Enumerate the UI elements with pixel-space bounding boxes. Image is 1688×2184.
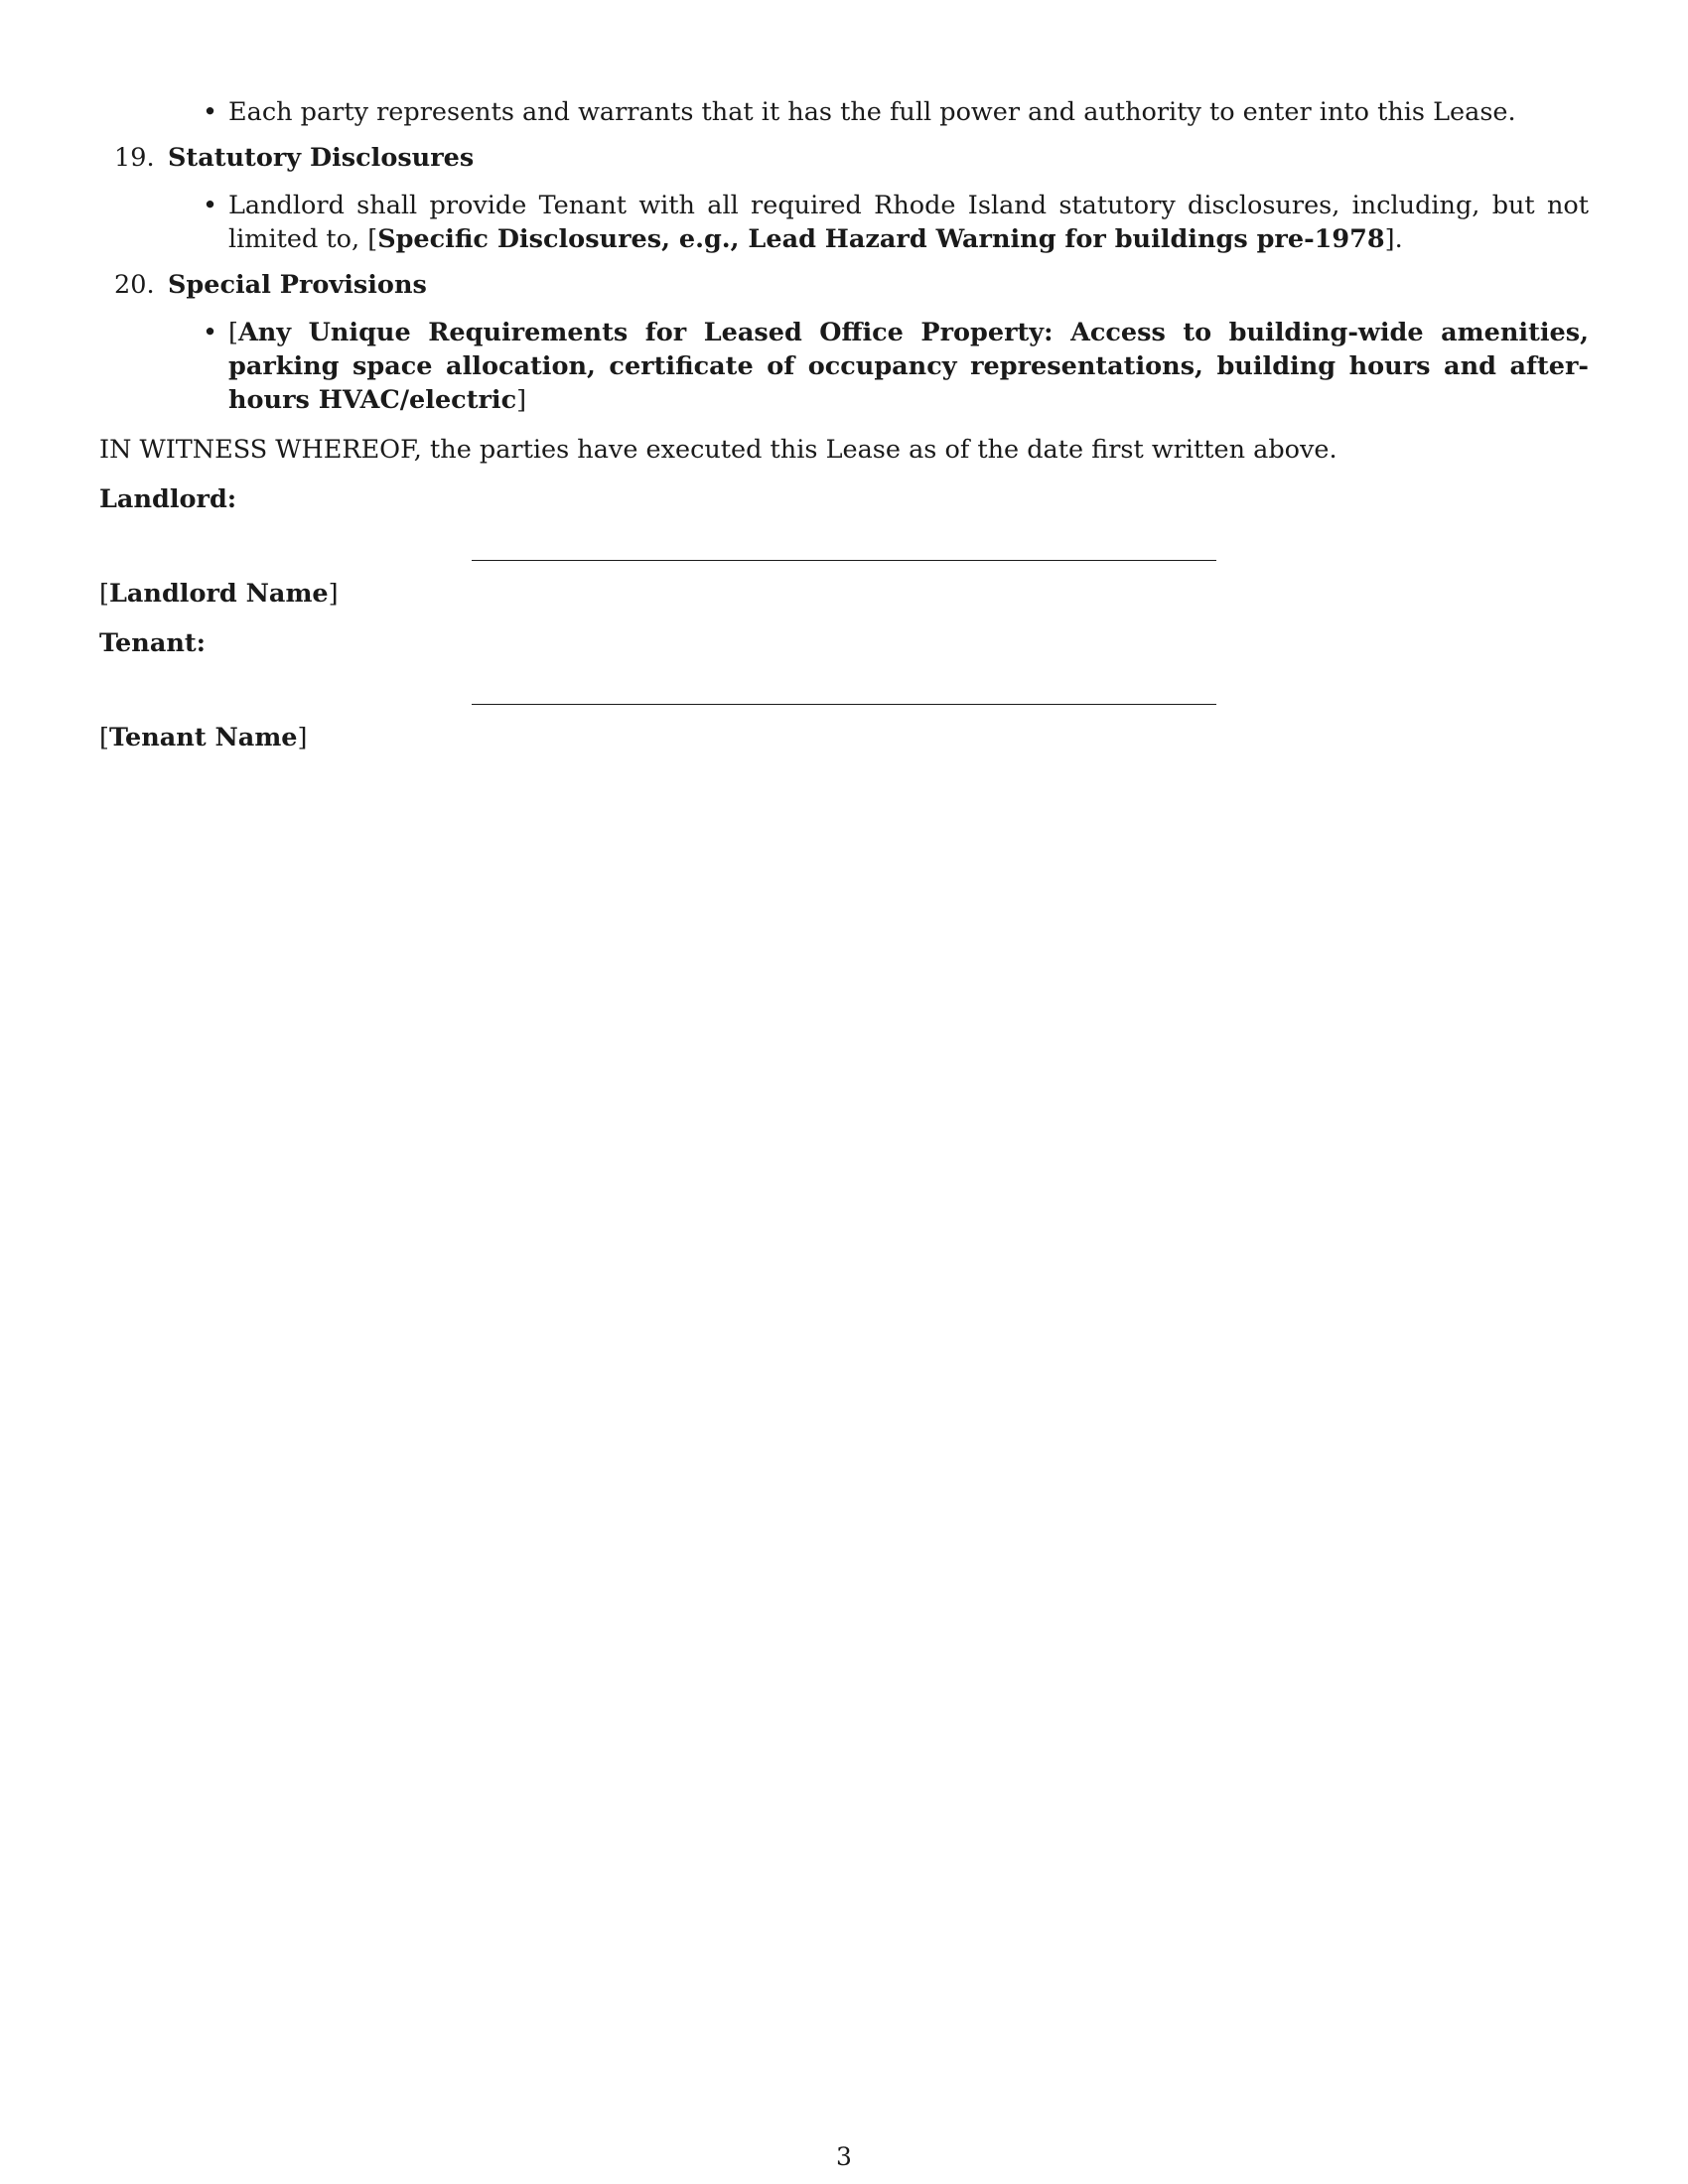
list-item bbox=[199, 189, 1589, 256]
bracket-open: [ bbox=[99, 723, 109, 752]
landlord-label: Landlord: bbox=[99, 484, 237, 514]
section-number: 20. bbox=[114, 270, 155, 300]
bullet-dot-icon: • bbox=[203, 191, 218, 220]
special-provisions-text bbox=[228, 316, 1589, 417]
bracket-open: [ bbox=[367, 224, 378, 254]
bracket-open: [ bbox=[99, 579, 109, 609]
tenant-signature-line[interactable] bbox=[472, 680, 1216, 705]
bracket-close: ] bbox=[516, 385, 527, 415]
clause-18-authority-text: Each party represents and warrants that it has the full power and authority to enter into this Lease. bbox=[228, 97, 1516, 127]
statutory-disclosures-text bbox=[228, 189, 1589, 256]
bracket-close: ] bbox=[328, 579, 339, 609]
specific-disclosures-placeholder: Specific Disclosures, e.g., Lead Hazard Warning for buildings pre-1978 bbox=[377, 224, 1385, 254]
section-title: Special Provisions bbox=[168, 270, 427, 300]
section-title: Statutory Disclosures bbox=[168, 143, 475, 173]
landlord-name bbox=[99, 577, 1589, 611]
section-19-heading bbox=[114, 141, 1589, 175]
bracket-open: [ bbox=[228, 318, 238, 347]
page-number: 3 bbox=[836, 2142, 852, 2171]
landlord-name-placeholder: Landlord Name bbox=[108, 579, 329, 609]
list-item bbox=[199, 316, 1589, 417]
bracket-close: ] bbox=[297, 723, 308, 752]
tenant-label: Tenant: bbox=[99, 628, 207, 658]
witness-statement: IN WITNESS WHEREOF, the parties have executed this Lease as of the date first written above. bbox=[99, 435, 1337, 465]
tenant-name-placeholder: Tenant Name bbox=[108, 723, 298, 752]
bracket-close: ]. bbox=[1384, 224, 1403, 254]
special-provisions-placeholder: Any Unique Requirements for Leased Office Property: Access to building-wide amenities, parking space allocation, certificate of occupancy representations, building hours and after-hours HVAC/electric bbox=[228, 318, 1589, 415]
list-item bbox=[199, 95, 1589, 129]
bullet-dot-icon: • bbox=[203, 318, 218, 347]
section-number: 19. bbox=[114, 143, 155, 173]
bullet-dot-icon: • bbox=[203, 97, 218, 127]
document-page bbox=[99, 95, 1589, 754]
landlord-signature-line[interactable] bbox=[472, 536, 1216, 561]
section-20-heading bbox=[114, 268, 1589, 302]
disclosure-sentence: Landlord shall provide Tenant with all required Rhode Island statutory disclosures, including, but not limited to, bbox=[228, 191, 1589, 254]
tenant-name bbox=[99, 721, 1589, 754]
